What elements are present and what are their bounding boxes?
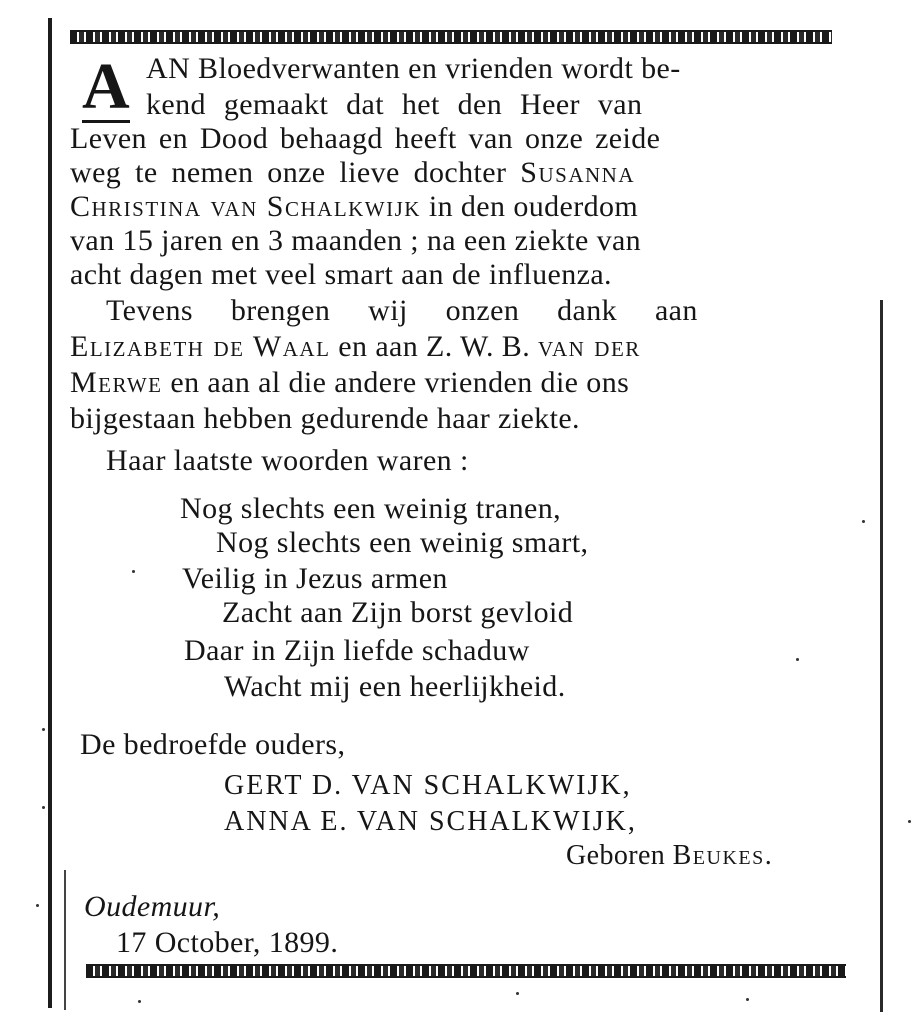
thanked-person-surname: van der [538,330,641,363]
scan-speck [42,806,45,809]
notice-line: AN Bloedverwanten en vrienden wordt be- [146,52,681,85]
left-column-rule-inner [64,870,66,1010]
scan-speck [862,520,865,523]
maiden-name-line [566,842,773,870]
scan-speck [908,820,911,823]
poem-line: Nog slechts een weinig smart, [216,526,589,559]
signatory-mother: ANNA E. VAN SCHALKWIJK, [224,806,637,837]
drop-cap: A [82,50,130,123]
scan-speck [746,998,749,1001]
notice-text: en aan Z. W. B. [330,330,539,363]
right-column-rule [880,300,883,1012]
notice-text: weg te nemen onze lieve dochter [70,156,521,189]
deceased-first-name: Susanna [520,156,635,189]
notice-line: acht dagen met veel smart aan de influenza. [70,258,612,291]
left-column-rule [48,18,52,1008]
signature-intro: De bedroefde ouders, [80,728,346,761]
scan-speck [138,1000,141,1003]
notice-line: Tevens brengen wij onzen dank aan [106,294,698,327]
notice-line [70,158,635,188]
notice-line [70,332,641,362]
notice-line [70,368,629,398]
scan-speck [132,570,135,573]
notice-line [70,192,638,222]
maiden-name: Beukes. [672,840,774,871]
date: 17 October, 1899. [116,926,339,959]
thanked-person: Elizabeth de Waal [70,330,331,363]
top-ornamental-border [70,30,832,44]
notice-line: kend gemaakt dat het den Heer van [146,88,643,121]
notice-text: en aan al die andere vrienden die ons [162,366,630,399]
place: Oudemuur, [84,890,221,923]
scan-speck [516,992,519,995]
poem-line: Zacht aan Zijn borst gevloid [222,596,574,629]
notice-line: Leven en Dood behaagd heeft van onze zeide [70,122,661,155]
last-words-intro: Haar laatste woorden waren : [106,444,469,477]
notice-text: in den ouderdom [420,190,639,223]
notice-line: van 15 jaren en 3 maanden ; na een ziekte van [70,224,642,257]
poem-line: Veilig in Jezus armen [182,562,448,595]
scan-speck [36,904,39,907]
poem-line: Wacht mij een heerlijkheid. [224,670,566,703]
notice-line: bijgestaan hebben gedurende haar ziekte. [70,402,580,435]
bottom-ornamental-border [86,964,846,978]
scan-speck [796,658,799,661]
scan-speck [42,728,45,731]
poem-line: Daar in Zijn liefde schaduw [184,634,530,667]
poem-line: Nog slechts een weinig tranen, [180,492,562,525]
deceased-full-name: Christina van Schalkwijk [70,190,421,223]
thanked-person-surname-cont: Merwe [70,366,163,399]
signatory-father: GERT D. VAN SCHALKWIJK, [224,770,632,801]
maiden-prefix: Geboren [566,840,673,871]
